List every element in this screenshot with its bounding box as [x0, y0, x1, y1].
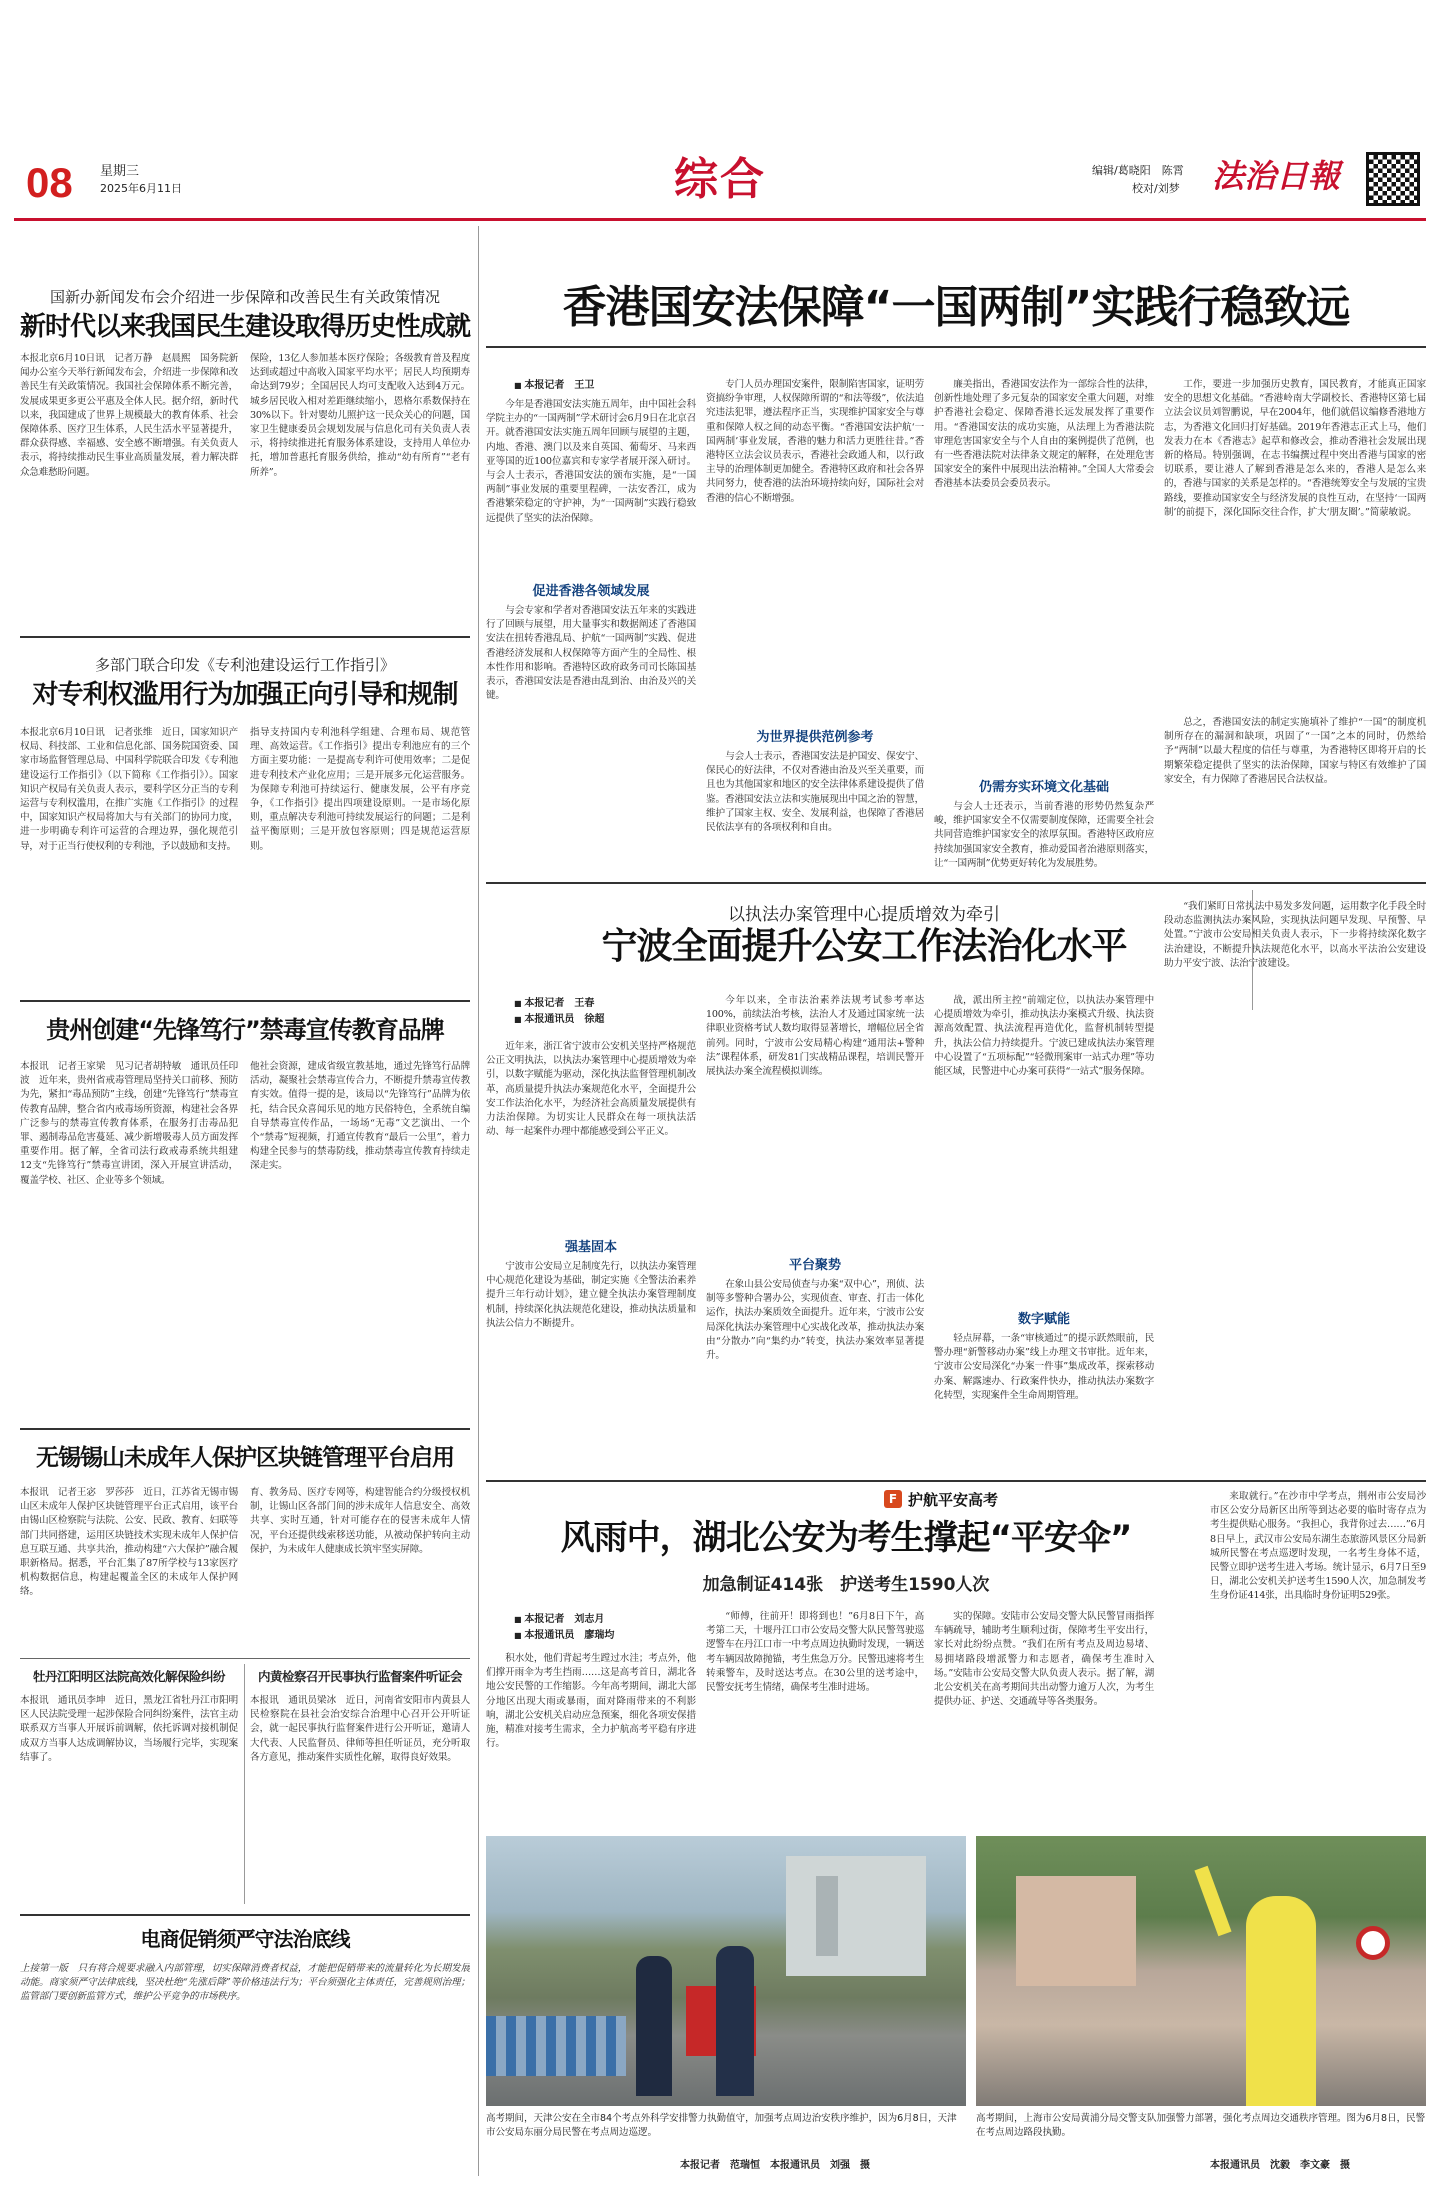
- topic-tag: [884, 1488, 998, 1510]
- photo-police-officer: [636, 1956, 672, 2096]
- photo-credit: 本报通讯员 沈毅 李文豪 摄: [1210, 2160, 1350, 2171]
- column-divider: [478, 226, 479, 2176]
- subhead: 促进香港各领域发展: [532, 584, 650, 599]
- subhead: 强基固本: [564, 1240, 617, 1255]
- article-body: 总之，香港国安法的制定实施填补了维护“一国”的制度机制所存在的漏洞和缺项，巩固了“一国”之本的同时，仍然给予“两制”以最大程度的信任与尊重，为香港特区即将开启的长期繁荣稳定提供了坚实的法治保障，国家与特区有效维护了国家安全，有力保障了香港居民合法权益。: [1164, 717, 1426, 785]
- article-body: 指导支持国内专利池科学组建、合理布局、规范管理、高效运营。《工作指引》提出专利池应有的三个方面主要功能：一是提高专利许可使用效率；二是促进专利技术产业化应用；三是开展多元化运营服务。为保障专利池可持续运行、健康发展，公平有序竞争，《工作指引》提出四项建设原则。一是市场化原则，重点解决专利池可持续发展运行的问题；二是利益平衡原则；三是开放包容原则；四是规范运营原则。: [250, 727, 470, 852]
- article-body: 他社会资源，建成省级宣教基地，通过先锋笃行品牌活动，凝聚社会禁毒宣传合力，不断提升禁毒宣传教育实效。值得一提的是，该局以“先锋笃行”品牌为依托，结合民众喜闻乐见的地方民俗特色，全系统自编自导禁毒宣传作品，一场场“无毒”文艺演出、一个个“禁毒”短视频，打通宣传教育“最后一公里”，着力构建全民参与的禁毒防线，推动禁毒宣传教育持续走深走实。: [250, 1061, 470, 1172]
- brief-headline: 内黄检察召开民事执行监督案件听证会: [257, 1669, 462, 1684]
- photo-bicycles: [486, 2016, 626, 2076]
- article-body: “师傅，往前开！即将到也！”6月8日下午，高考第二天，十堰丹江口市公安局交警大队民警驾驶巡逻警车在丹江口市一中考点周边执勤时发现，一辆送考车辆因故障抛锚，考生焦急万分。民警迅速将考生转乘警车，及时送达考点。在30公里的送考途中，民警安抚考生情绪，确保考生准时进场。: [706, 1611, 924, 1694]
- column-divider: [1252, 890, 1253, 1010]
- section-rule: [20, 1914, 470, 1916]
- section-rule: [20, 1658, 470, 1659]
- flag-icon: F: [884, 1490, 902, 1508]
- byline: ■ 本报通讯员 廖瑞均: [514, 1628, 614, 1643]
- article-body: 今年是香港国安法实施五周年，由中国社会科学院主办的“一国两制”学术研讨会6月9日在北京召开。就香港国安法实施五周年回顾与展望的主题，内地、香港、澳门以及来自英国、葡萄牙、马来西亚等国的近100位嘉宾和专家学者展开深入研讨。与会人士表示，香港国安法的颁布实施，是“一国两制”事业发展的重要里程碑，一法安香江，成为香港繁荣稳定的守护神，为“一国两制”实践行稳致远提供了坚实的法治保障。: [486, 399, 696, 524]
- paper-logo: 法治日報: [1212, 157, 1341, 195]
- subhead: 为世界提供范例参考: [756, 730, 874, 745]
- section-rule: [20, 1000, 470, 1002]
- topic-tag-label: 护航平安高考: [908, 1490, 999, 1509]
- photo-caption: 高考期间，天津公安在全市84个考点外科学安排警力执勤值守，加强考点周边治安秩序维护，因为6月8日，天津市公安局东丽分局民警在考点周边巡逻。: [486, 2113, 957, 2138]
- article-body: 专门人员办理国安案件，限制陷害国家，证明劳资搞纷争审理，人权保障所谓的“和法等级”，依法追究违法犯罪，遵法程序正当，实现维护国家安全与尊重和保障人权之间的动态平衡。“香港国安法护航‘一国两制’事业发展，香港的魅力和活力更胜往昔。”香港特区立法会议员表示，香港社会政通人和，以行政主导的治理体制更加健全。香港特区政府和社会各界共同努力，使香港的法治环境持续向好，国际社会对香港的信心不断增强。: [706, 379, 924, 504]
- news-photo: [486, 1836, 966, 2106]
- article-body: 与会人士表示，香港国安法是护国安、保安宁、保民心的好法律，不仅对香港由治及兴至关重要，而且也为其他国家和地区的安全法律体系建设提供了借鉴。香港国安法立法和实施展现出中国之治的智慧，维护了国家主权、安全、发展利益，也保障了香港居民依法享有的各项权利和自由。: [706, 751, 924, 834]
- article-headline: 对专利权滥用行为加强正向引导和规制: [32, 680, 458, 710]
- section-rule: [20, 1428, 470, 1430]
- article-body: 近年来，浙江省宁波市公安机关坚持严格规范公正文明执法，以执法办案管理中心提质增效为牵引，以数字赋能为驱动，深化执法监督管理机制改革，高质量提升执法办案规范化水平，全面提升公安工作法治化水平，为经济社会高质量发展提供有力法治保障。为切实让人民群众在每一项执法活动、每一起案件办理中都能感受到公平正义。: [486, 1041, 696, 1138]
- article-body: 本报讯 记者王宓 罗莎莎 近日，江苏省无锡市锡山区未成年人保护区块链管理平台正式启用，该平台由锡山区检察院与法院、公安、民政、教育、妇联等部门共同搭建，运用区块链技术实现未成年人保护信息互联互通、共享共治，推动构建“六大保护”融合履职新格局。据悉，平台汇集了87所学校与13家医疗机构数据信息，构建起覆盖全区的未成年人保护网络。: [20, 1487, 238, 1598]
- section-name: 综合: [674, 154, 766, 205]
- editor-credit: 编辑/葛晓阳 陈霄: [1092, 164, 1184, 177]
- headline-rule: [486, 346, 1426, 348]
- article-body: 本报北京6月10日讯 记者万静 赵晨熙 国务院新闻办公室今天举行新闻发布会，介绍进一步保障和改善民生有关政策情况。我国社会保障体系不断完善，发展成果更多更公平惠及全体人民。据介绍，新时代以来，我国建成了世界上规模最大的教育体系、社会保障体系、医疗卫生体系，人民生活水平显著提升，群众获得感、幸福感、安全感不断增强。有关负责人表示，将持续推动民生事业高质量发展，着力解决群众急难愁盼问题。: [20, 353, 238, 478]
- article-body: 今年以来，全市法治素养法规考试参考率达100%，前续法治考核，法治人才及通过国家统一法律职业资格考试人数均取得显著增长，增幅位居全省前列。同时，宁波市公安局精心构建“通用法+警种法”课程体系，研发81门实战精品课程，培训民警开展执法办案全流程模拟训练。: [706, 995, 924, 1078]
- article-body: 积水处，他们背起考生蹚过水洼；考点外，他们撑开雨伞为考生挡雨……这是高考首日，湖北各地公安民警的工作缩影。今年高考期间，湖北大部分地区出现大雨或暴雨，面对降雨带来的不利影响，湖北公安机关启动应急预案，细化各项安保措施，精准对接考生需求，全力护航高考平稳有序进行。: [486, 1653, 696, 1750]
- photo-building: [816, 1876, 838, 1956]
- article-body: 工作，要进一步加强历史教育，国民教育，才能真正国家安全的思想文化基础。“香港岭南大学副校长、香港特区第七届立法会议员刘智鹏说，早在2004年，他们就倡议编修香港地方志，为香港文化回归打好基础。2019年香港志正式上马，他们发表力在本《香港志》起草和修改会，推动香港社会发展出现新的格局。特别强调，在志书编撰过程中突出香港与国家的密切联系，要让港人了解到香港是怎么来的，香港人是怎么来的，香港与国家的关系是怎样的。“香港统筹安全与发展的宝贵路线，要推动国家安全与经济发展的良性互动，在坚持‘一国两制’的前提下，深化国际交往合作，扩大‘朋友圈’。”简蒙敏说。: [1164, 379, 1426, 518]
- article-headline: 电商促销须严守法治底线: [140, 1927, 350, 1951]
- article-headline: 宁波全面提升公安工作法治化水平: [601, 926, 1127, 967]
- article-body: “我们紧盯日常执法中易发多发问题，运用数字化手段全时段动态监测执法办案风险，实现执法问题早发现、早预警、早处置。”宁波市公安局相关负责人表示，下一步将持续深化数字法治建设，不断提升执法规范化水平，以高水平法治公安建设助力平安宁波、法治宁波建设。: [1164, 901, 1426, 969]
- photo-building: [786, 1856, 926, 1976]
- article-kicker: 国新办新闻发布会介绍进一步保障和改善民生有关政策情况: [49, 288, 440, 306]
- masthead: [14, 150, 1426, 220]
- article-body: 本报北京6月10日讯 记者张维 近日，国家知识产权局、科技部、工业和信息化部、国务院国资委、国家市场监督管理总局、中国科学院联合印发《专利池建设运行工作指引》（以下简称《工作指引》）。国家知识产权局有关负责人表示，要科学区分正当的专利运营与专利权滥用，在推广实施《工作指引》的过程中，国家知识产权局将加大与有关部门的协同力度，进一步明确专利许可运营的合理边界，强化规范引导，对于正当行使权利的专利池，予以鼓励和支持。: [20, 727, 238, 852]
- article-body: 实的保障。安陆市公安局交警大队民警冒雨指挥车辆疏导，辅助考生顺利过街，保障考生平安出行，家长对此纷纷点赞。“我们在所有考点及周边易堵、易拥堵路段增派警力和志愿者，确保考生准时入场。”安陆市公安局交警大队负责人表示。据了解，湖北公安机关在高考期间共出动警力逾万人次，为考生提供办证、护送、交通疏导等各类服务。: [934, 1611, 1154, 1708]
- article-body: 廉美指出，香港国安法作为一部综合性的法律，创新性地处理了多元复杂的国家安全重大问题，对维护香港社会稳定、保障香港长远发展发挥了重要作用。“香港国安法的成功实施，从法理上为香港法院审理危害国家安全与个人自由的案例提供了范例，也有一些香港法院对法律条文规定的解释，在处理危害国家安全的案件中展现出法治精神。”全国人大常委会香港基本法委员会委员表示。: [934, 379, 1154, 490]
- article-deck: 加急制证414张 护送考生1590人次: [702, 1575, 990, 1595]
- article-body: 来取就行。”在沙市中学考点，荆州市公安局沙市区公安分局新区出所等到达必要的临时寄存点为考生提供贴心服务。“我担心，我背你过去……”6月8日早上，武汉市公安局东湖生态旅游风景区分局新城所民警在考点巡逻时发现，一名考生身体不适，民警立即护送考生进入考场。统计显示，6月7日至9日，湖北公安机关护送考生1590人次，加急制发考生身份证414张，出具临时身份证明529张。: [1210, 1491, 1426, 1602]
- page-number: 08: [26, 159, 73, 206]
- brief-headline: 牡丹江阳明区法院高效化解保险纠纷: [32, 1669, 225, 1684]
- lead-headline: 香港国安法保障“一国两制”实践行稳致远: [562, 282, 1350, 333]
- photo-building: [1016, 1876, 1136, 1986]
- article-body: 本报讯 记者王家梁 见习记者胡特敏 通讯员任印波 近年来，贵州省戒毒管理局坚持关口前移、预防为先，紧扣“毒品预防”主线，创建“先锋笃行”禁毒宣传教育品牌，整合省内戒毒场所资源，构建社会各界广泛参与的禁毒宣传教育体系，在服务打击毒品犯罪、遏制毒品危害蔓延、减少新增吸毒人员方面发挥重要作用。据了解，全省司法行政戒毒系统共组建12支“先锋笃行”禁毒宣讲团，深入开展宣讲活动，覆盖学校、社区、企业等多个领域。: [20, 1061, 238, 1186]
- photo-caption: 高考期间，上海市公安局黄浦分局交警支队加强警力部署，强化考点周边交通秩序管理。图为6月8日，民警在考点周边路段执勤。: [976, 2113, 1426, 2138]
- qr-code-icon: [1366, 152, 1420, 206]
- article-body: 战，派出所主控“前端定位，以执法办案管理中心提质增效为牵引，推动执法办案模式升级、执法资源高效配置、执法流程再造优化，监督机制转型提升，执法公信力持续提升。宁波已建成执法办案管理中心设置了“五项标配”“轻微刑案审一站式办理”等功能区域，民警进中心办案可获得“一站式”服务保障。: [934, 995, 1154, 1078]
- subhead: 数字赋能: [1017, 1312, 1070, 1327]
- issue-date: 2025年6月11日: [100, 182, 182, 195]
- photo-traffic-officer: [1246, 1896, 1316, 2106]
- proof-credit: 校对/刘梦: [1132, 182, 1180, 195]
- article-headline: 风雨中，湖北公安为考生撑起“平安伞”: [560, 1518, 1132, 1558]
- article-body: 与会人士还表示，当前香港的形势仍然复杂严峻，维护国家安全不仅需要制度保障，还需要全社会共同营造维护国家安全的浓厚氛围。香港特区政府应持续加强国家安全教育，推动爱国者治港原则落实，让“一国两制”优势更好转化为发展胜势。: [934, 801, 1154, 869]
- article-headline: 新时代以来我国民生建设取得历史性成就: [20, 312, 471, 342]
- section-rule: [486, 1480, 1426, 1482]
- photo-credit: 本报记者 范瑞恒 本报通讯员 刘强 摄: [680, 2160, 870, 2171]
- byline: ■ 本报通讯员 徐超: [514, 1012, 604, 1027]
- article-headline: 贵州创建“先锋笃行”禁毒宣传教育品牌: [46, 1016, 444, 1044]
- brief-divider: [244, 1664, 245, 1904]
- subhead: 平台聚势: [788, 1258, 841, 1273]
- brief-body: 本报讯 通讯员李坤 近日，黑龙江省牡丹江市阳明区人民法院受理一起涉保险合同纠纷案件，法官主动联系双方当事人开展诉前调解，依托诉调对接机制促成双方当事人达成调解协议，当场履行完毕，实现案结事了。: [20, 1695, 238, 1763]
- brief-body: 本报讯 通讯员梁冰 近日，河南省安阳市内黄县人民检察院在县社会治安综合治理中心召开公开听证会，就一起民事执行监督案件进行公开听证，邀请人大代表、人民监督员、律师等担任听证员，充分听取各方意见，推动案件实质性化解，取得良好效果。: [250, 1695, 470, 1763]
- article-kicker: 多部门联合印发《专利池建设运行工作指引》: [94, 656, 395, 674]
- article-body: 育、教务局、医疗专网等，构建智能合约分级授权机制，让锡山区各部门间的涉未成年人信息安全、高效共享、实时互通，针对可能存在的侵害未成年人情况，平台还提供线索移送功能，从被动保护转向主动保护，为未成年人健康成长筑牢坚实屏障。: [250, 1487, 470, 1555]
- article-body: 与会专家和学者对香港国安法五年来的实践进行了回顾与展望，用大量事实和数据阐述了香港国安法在扭转香港乱局、护航“一国两制”实践、促进香港经济发展和人权保障等方面产生的全局性、根本性作用和影响。香港特区政府政务司司长陈国基表示，香港国安法是香港由乱到治、由治及兴的关键。: [486, 605, 696, 702]
- byline: ■ 本报记者 王卫: [514, 378, 594, 393]
- article-body: 轻点屏幕，一条“审核通过”的提示跃然眼前，民警办理“新警移动办案”线上办理文书审批。近年来，宁波市公安局深化“办案一件事”集成改革，探索移动办案、解露速办、行政案件快办，推动执法办案数字化转型，实现案件全生命周期管理。: [934, 1333, 1154, 1401]
- section-rule: [486, 882, 1426, 884]
- masthead-rule: [14, 218, 1426, 221]
- article-body: 宁波市公安局立足制度先行，以执法办案管理中心规范化建设为基础，制定实施《全警法治素养提升三年行动计划》，建立健全执法办案管理制度机制，持续深化执法规范化建设，推动执法质量和执法公信力不断提升。: [486, 1261, 696, 1329]
- subhead: 仍需夯实环境文化基础: [978, 780, 1109, 795]
- photo-police-officer: [716, 1946, 754, 2096]
- photo-traffic-sign: [1356, 1926, 1390, 1960]
- photo-officer-arm: [1194, 1866, 1231, 1937]
- article-body: 上接第一版 只有将合规要求融入内部管理，切实保障消费者权益，才能把促销带来的流量转化为长期发展动能。商家须严守法律底线，坚决杜绝“先涨后降”等价格违法行为；平台须强化主体责任，完善规则治理；监管部门要创新监管方式，维护公平竞争的市场秩序。: [20, 1963, 470, 2003]
- weekday: 星期三: [100, 164, 140, 179]
- article-body: 保险，13亿人参加基本医疗保险；各级教育普及程度达到或超过中高收入国家平均水平；居民人均预期寿命达到79岁；全国居民人均可支配收入达到4万元。城乡居民收入相对差距继续缩小，恩格尔系数保持在30%以下。针对婴幼儿照护这一民众关心的问题，国家卫生健康委员会规划发展与信息化司有关负责人表示，将持续推进托育服务体系建设，支持用人单位办托，增加普惠托育服务供给，推动“幼有所育”“老有所养”。: [250, 353, 470, 478]
- article-kicker: 以执法办案管理中心提质增效为牵引: [728, 905, 1000, 925]
- byline: ■ 本报记者 王春: [514, 996, 594, 1011]
- byline: ■ 本报记者 刘志月: [514, 1612, 604, 1627]
- article-body: 在象山县公安局侦查与办案“双中心”，刑侦、法制等多警种合署办公，实现侦查、审查、打击一体化运作，执法办案质效全面提升。近年来，宁波市公安局深化执法办案管理中心实战化改革，推动执法办案由“分散办”向“集约办”转变，执法办案效率显著提升。: [706, 1279, 924, 1362]
- news-photo: [976, 1836, 1426, 2106]
- section-rule: [20, 636, 470, 638]
- article-headline: 无锡锡山未成年人保护区块链管理平台启用: [36, 1445, 454, 1471]
